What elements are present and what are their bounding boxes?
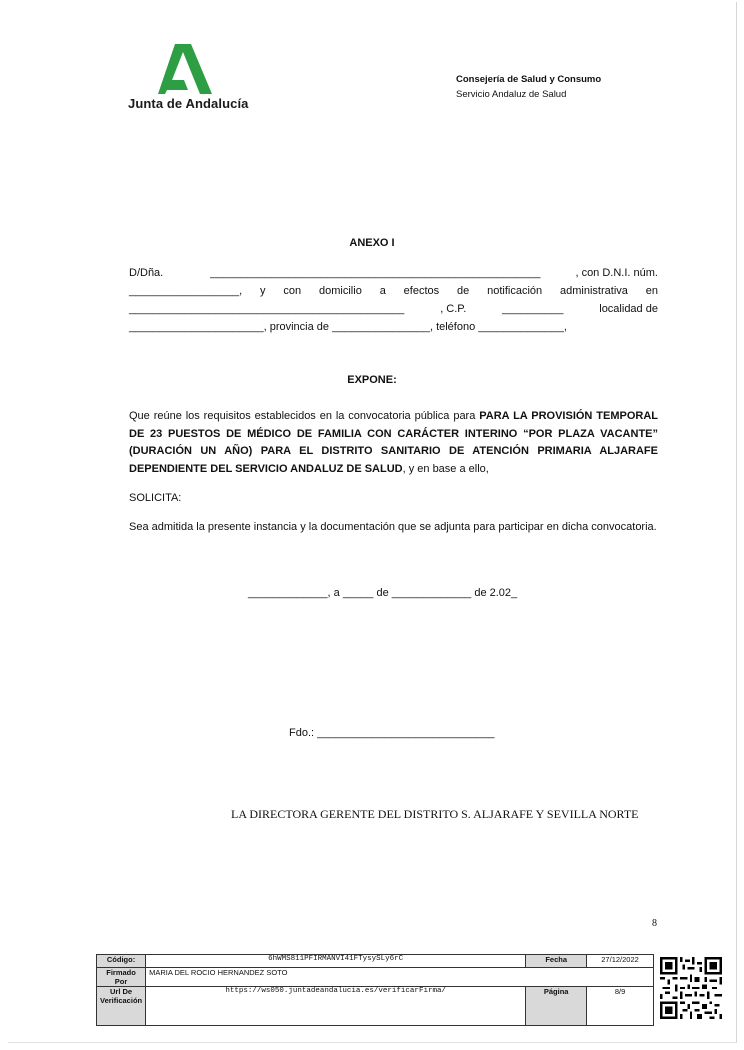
solicita-paragraph: Sea admitida la presente instancia y la documentación que se adjunta para participar en dicha convocatoria. bbox=[129, 521, 657, 533]
qr-code-icon bbox=[660, 957, 722, 1019]
applicant-line-4: ______________________, provincia de ________________, teléfono ______________, bbox=[129, 321, 567, 333]
dni-label: , con D.N.I. núm. bbox=[575, 267, 658, 279]
expone-paragraph bbox=[129, 408, 658, 478]
locality-label: localidad de bbox=[599, 303, 658, 315]
table-row bbox=[97, 968, 654, 987]
expone-intro: Que reúne los requisitos establecidos en la convocatoria pública para bbox=[129, 410, 480, 422]
table-row bbox=[97, 987, 654, 1026]
service-name: Servicio Andaluz de Salud bbox=[456, 89, 567, 100]
solicita-title: SOLICITA: bbox=[129, 492, 182, 504]
expone-end: , y en base a ello, bbox=[402, 462, 489, 475]
applicant-line-2: __________________, y con domicilio a efectos de notificación administrativa en bbox=[129, 285, 658, 297]
logo-text: Junta de Andalucía bbox=[128, 96, 249, 111]
logo-a-icon bbox=[158, 44, 212, 96]
applicant-line-3 bbox=[129, 303, 658, 315]
organization-block bbox=[456, 72, 601, 102]
firmado-value: MARIA DEL ROCIO HERNANDEZ SOTO bbox=[146, 968, 654, 987]
expone-title: EXPONE: bbox=[347, 374, 397, 386]
junta-andalucia-logo bbox=[128, 44, 248, 116]
table-row bbox=[97, 955, 654, 968]
annex-title: ANEXO I bbox=[349, 237, 395, 249]
fecha-label: Fecha bbox=[526, 955, 587, 968]
url-label: Url De Verificación bbox=[97, 987, 146, 1026]
cp-blank: __________ bbox=[502, 303, 564, 315]
pagina-value: 8/9 bbox=[587, 987, 654, 1026]
name-blank: ______________________________________________________ bbox=[210, 267, 541, 279]
fecha-value: 27/12/2022 bbox=[587, 955, 654, 968]
director-title: LA DIRECTORA GERENTE DEL DISTRITO S. ALJARAFE Y SEVILLA NORTE bbox=[231, 807, 639, 821]
codigo-value: 6hWMS811PFIRMANVI41FTysySLy6rC bbox=[146, 955, 526, 968]
firmado-label: Firmado Por bbox=[97, 968, 146, 987]
cp-label: , C.P. bbox=[440, 303, 467, 315]
signature-verification-table bbox=[96, 954, 654, 1026]
address-blank: _____________________________________________ bbox=[129, 303, 405, 315]
codigo-label: Código: bbox=[97, 955, 146, 968]
page-number: 8 bbox=[652, 918, 657, 929]
date-line: _____________, a _____ de _____________ de 2.02_ bbox=[248, 587, 518, 599]
expone-bold-text: PARA LA PROVISIÓN TEMPORAL DE 23 PUESTOS DE MÉDICO DE FAMILIA CON CARÁCTER INTERINO “POR PLAZA VACANTE” (DURACIÓN UN AÑO) PARA EL DISTRITO SANITARIO DE ATENCIÓN PRIMARIA ALJARAFE DEPENDIENTE DEL SERVICIO ANDALUZ DE SALUD bbox=[129, 410, 658, 475]
url-value[interactable]: https://ws050.juntadeandalucia.es/verificarFirma/ bbox=[146, 987, 526, 1026]
name-label: D/Dña. bbox=[129, 267, 164, 279]
applicant-line-1 bbox=[129, 267, 658, 279]
pagina-label: Página bbox=[526, 987, 587, 1026]
department-name: Consejería de Salud y Consumo bbox=[456, 74, 602, 85]
signature-line: Fdo.: _____________________________ bbox=[289, 727, 495, 739]
